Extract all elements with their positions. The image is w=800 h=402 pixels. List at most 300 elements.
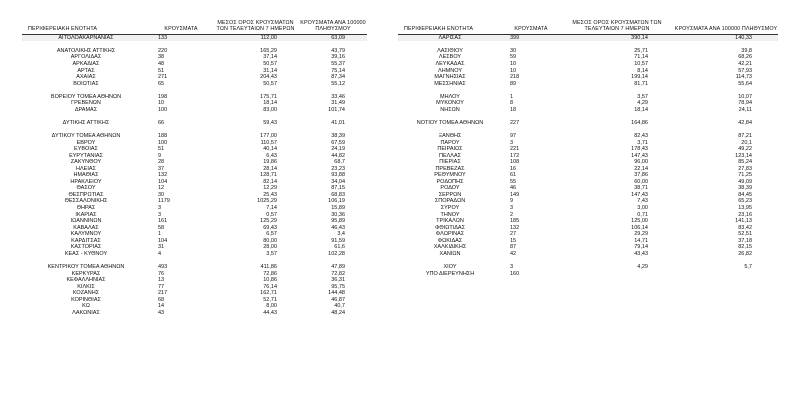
per-100k-cell: 95,75 <box>331 283 345 290</box>
region-unit-cell: ΡΕΘΥΜΝΟΥ <box>434 172 466 179</box>
header-region-unit: ΠΕΡΙΦΕΡΕΙΑΚΗ ΕΝΟΤΗΤΑ <box>398 20 502 34</box>
per-100k-cell: 20,1 <box>741 139 752 146</box>
region-unit-cell: ΦΩΚΙΔΑΣ <box>437 237 463 244</box>
average-7day-cell: 10,57 <box>634 61 648 67</box>
region-unit-cell: ΛΕΣΒΟΥ <box>438 54 462 61</box>
region-unit-cell: ΚΟΖΑΝΗΣ <box>72 290 100 297</box>
average-7day-cell: 3,57 <box>637 93 648 100</box>
region-unit-cell: ΚΟΡΙΝΘΙΑΣ <box>71 296 101 303</box>
right-table-body <box>398 34 778 277</box>
region-unit-cell: ΚΕΡΚΥΡΑΣ <box>71 270 101 277</box>
region-unit-cell: ΛΕΥΚΑΔΑΣ <box>435 61 465 67</box>
average-7day-cell: 4,29 <box>637 263 648 270</box>
per-100k-cell: 61,6 <box>334 244 345 251</box>
table-row <box>398 271 778 278</box>
per-100k-cell: 15,89 <box>331 205 345 212</box>
header-cases: ΚΡΟΥΣΜΑΤΑ <box>150 20 212 34</box>
per-100k-cell: 55,64 <box>738 80 752 87</box>
region-unit-cell: ΚΕΝΤΡΙΚΟΥ ΤΟΜΕΑ ΑΘΗΝΩΝ <box>47 263 125 270</box>
table-row <box>398 34 778 41</box>
cases-cell: 218 <box>510 74 520 81</box>
cases-cell: 13 <box>158 277 165 284</box>
region-unit-cell: ΛΑΣΙΘΙΟΥ <box>437 47 463 54</box>
cases-cell: 14 <box>158 303 165 310</box>
region-unit-cell: ΘΗΡΑΣ <box>76 205 96 212</box>
per-100k-cell: 83,42 <box>738 224 752 231</box>
average-7day-cell: 128,71 <box>260 172 277 179</box>
per-100k-cell: 141,13 <box>735 218 752 225</box>
cases-cell: 100 <box>158 106 168 113</box>
region-unit-cell: ΠΕΙΡΑΙΩΣ <box>437 146 463 153</box>
region-unit-cell: ΚΕΑΣ - ΚΥΘΝΟΥ <box>64 250 108 257</box>
per-100k-cell: 85,24 <box>738 159 752 166</box>
per-100k-cell: 36,31 <box>331 277 345 284</box>
cases-cell: 104 <box>158 237 168 244</box>
table-row <box>22 310 367 317</box>
region-unit-cell: ΚΙΛΚΙΣ <box>77 283 95 290</box>
per-100k-cell: 10,07 <box>738 93 752 100</box>
cases-cell: 3 <box>158 205 162 212</box>
table-row <box>22 34 367 41</box>
header-cases-per-100k: ΚΡΟΥΣΜΑΤΑ ΑΝΑ 100000 ΠΛΗΘΥΣΜΟΥ <box>674 20 778 34</box>
cases-cell: 493 <box>158 263 168 270</box>
average-7day-cell: 71,14 <box>634 54 648 61</box>
average-7day-cell: 8,14 <box>637 67 648 74</box>
region-unit-cell: ΔΥΤΙΚΗΣ ΑΤΤΙΚΗΣ <box>62 119 110 126</box>
per-100k-cell: 44,82 <box>331 152 345 159</box>
per-100k-cell: 71,25 <box>738 172 752 179</box>
header-7day-average: ΜΕΣΟΣ ΟΡΟΣ ΚΡΟΥΣΜΑΤΩΝ ΤΩΝ ΤΕΛΕΥΤΑΙΩΝ 7 ΗΜΕΡΩΝ <box>212 20 299 34</box>
per-100k-cell: 93,88 <box>331 172 345 179</box>
per-100k-cell: 30,36 <box>331 211 345 218</box>
per-100k-cell: 84,45 <box>738 191 752 198</box>
region-unit-cell: ΛΗΜΝΟΥ <box>438 67 462 74</box>
average-7day-cell: 0,71 <box>637 211 648 218</box>
average-7day-cell: 175,71 <box>260 93 277 100</box>
average-7day-cell: 18,14 <box>634 106 648 113</box>
per-100k-cell: 140,33 <box>674 34 778 41</box>
cases-cell: 66 <box>158 119 165 126</box>
left-cases-table <box>22 20 367 316</box>
per-100k-cell: 78,94 <box>738 100 752 107</box>
per-100k-cell: 5,7 <box>744 263 752 270</box>
average-7day-cell: 164,86 <box>631 119 648 126</box>
cases-cell: 1 <box>510 93 514 100</box>
header-region-unit: ΠΕΡΙΦΕΡΕΙΑΚΗ ΕΝΟΤΗΤΑ <box>22 20 150 34</box>
cases-cell: 8 <box>510 100 514 107</box>
region-unit-cell: ΠΕΛΛΑΣ <box>438 152 462 159</box>
per-100k-cell: 72,82 <box>331 270 345 277</box>
per-100k-cell: 65,23 <box>738 198 752 205</box>
cases-cell: 51 <box>158 146 165 153</box>
cases-cell: 4 <box>158 250 162 257</box>
region-unit-cell: ΥΠΟ ΔΙΕΡΕΥΝΗΣΗ <box>425 270 475 277</box>
per-100k-cell: 106,19 <box>328 198 345 205</box>
region-unit-cell: ΚΑΣΤΟΡΙΑΣ <box>70 244 102 251</box>
region-unit-cell: ΠΙΕΡΙΑΣ <box>439 159 461 166</box>
left-table-body <box>22 34 367 316</box>
per-100k-cell: 67,59 <box>331 139 345 146</box>
region-unit-cell: ΒΟΡΕΙΟΥ ΤΟΜΕΑ ΑΘΗΝΩΝ <box>50 93 122 100</box>
average-7day-cell: 12,29 <box>263 185 277 192</box>
per-100k-cell: 123,14 <box>735 152 752 159</box>
cases-cell: 46 <box>510 185 517 192</box>
cases-cell: 161 <box>158 218 168 225</box>
average-7day-cell: 37,86 <box>634 172 648 179</box>
per-100k-cell: 82,15 <box>738 244 752 251</box>
cases-cell: 97 <box>510 133 517 140</box>
cases-cell: 61 <box>510 172 517 179</box>
per-100k-cell: 102,28 <box>328 250 345 257</box>
per-100k-cell: 33,46 <box>331 93 345 100</box>
cases-cell: 100 <box>158 139 168 146</box>
average-7day-cell: 110,57 <box>260 139 277 146</box>
region-unit-cell: ΘΕΣΣΑΛΟΝΙΚΗΣ <box>64 198 108 205</box>
region-unit-cell: ΞΑΝΘΗΣ <box>438 133 462 140</box>
per-100k-cell: 48,24 <box>331 309 345 316</box>
per-100k-cell: 3,4 <box>337 231 345 238</box>
average-7day-cell: 411,86 <box>260 263 277 270</box>
per-100k-cell: 39,8 <box>741 47 752 54</box>
cases-cell: 77 <box>158 283 165 290</box>
region-unit-cell: ΚΑΛΥΜΝΟΥ <box>70 231 102 238</box>
header-7day-average: ΜΕΣΟΣ ΟΡΟΣ ΚΡΟΥΣΜΑΤΩΝ ΤΩΝ ΤΕΛΕΥΤΑΙΩΝ 7 ΗΜΕΡΩΝ <box>560 20 674 34</box>
cases-cell: 48 <box>158 61 165 67</box>
average-7day-cell: 82,14 <box>263 178 277 185</box>
region-unit-cell: ΓΡΕΒΕΝΩΝ <box>71 100 101 107</box>
region-unit-cell: ΘΑΣΟΥ <box>76 185 96 192</box>
cases-cell: 15 <box>510 237 517 244</box>
right-header-row <box>398 20 778 34</box>
region-unit-cell: ΗΛΕΙΑΣ <box>76 165 96 172</box>
region-unit-cell: ΗΜΑΘΙΑΣ <box>73 172 99 179</box>
region-unit-cell: ΡΟΔΟΠΗΣ <box>436 178 464 185</box>
cases-cell: 227 <box>510 119 520 126</box>
average-7day-cell: 6,43 <box>266 152 277 159</box>
cases-cell: 12 <box>158 185 165 192</box>
per-100k-cell: 23,16 <box>738 211 752 218</box>
cases-cell: 10 <box>510 67 517 74</box>
right-cases-table <box>398 20 778 277</box>
per-100k-cell: 31,49 <box>331 100 345 107</box>
average-7day-cell: 50,57 <box>263 61 277 67</box>
region-unit-cell: ΑΙΤΩΛΟΑΚΑΡΝΑΝΙΑΣ <box>22 34 150 41</box>
cases-cell: 68 <box>158 296 165 303</box>
per-100k-cell: 40,7 <box>334 303 345 310</box>
average-7day-cell: 4,29 <box>637 100 648 107</box>
cases-cell: 42 <box>510 250 517 257</box>
per-100k-cell: 41,01 <box>331 119 345 126</box>
average-7day-cell: 19,86 <box>263 159 277 166</box>
region-unit-cell: ΛΑΚΩΝΙΑΣ <box>72 309 100 316</box>
cases-cell: 58 <box>158 224 165 231</box>
cases-cell: 172 <box>510 152 520 159</box>
per-100k-cell: 26,82 <box>738 250 752 257</box>
cases-cell: 9 <box>158 152 162 159</box>
region-unit-cell: ΑΝΑΤΟΛΙΚΗΣ ΑΤΤΙΚΗΣ <box>56 47 116 54</box>
cases-cell: 188 <box>158 133 168 140</box>
average-7day-cell: 390,14 <box>560 34 674 41</box>
region-unit-cell: ΕΥΒΟΙΑΣ <box>74 146 98 153</box>
cases-cell: 399 <box>502 34 560 41</box>
per-100k-cell: 101,74 <box>328 106 345 113</box>
per-100k-cell: 68,26 <box>738 54 752 61</box>
region-unit-cell: ΔΡΑΜΑΣ <box>74 106 98 113</box>
per-100k-cell: 68,83 <box>331 191 345 198</box>
cases-cell: 198 <box>158 93 168 100</box>
cases-cell: 27 <box>510 231 517 238</box>
region-unit-cell: ΛΑΡΙΣΑΣ <box>398 34 502 41</box>
average-7day-cell: 22,14 <box>634 165 648 172</box>
region-unit-cell: ΘΕΣΠΡΩΤΙΑΣ <box>68 191 104 198</box>
cases-cell: 65 <box>158 80 165 87</box>
cases-cell: 132 <box>158 172 168 179</box>
average-7day-cell: 3,71 <box>637 139 648 146</box>
region-unit-cell: ΑΡΤΑΣ <box>77 67 95 74</box>
cases-cell: 43 <box>158 309 165 316</box>
average-7day-cell: 43,43 <box>634 250 648 257</box>
per-100k-cell: 114,73 <box>735 74 752 81</box>
cases-cell: 55 <box>510 178 517 185</box>
region-unit-cell: ΧΑΝΙΩΝ <box>439 250 461 257</box>
average-7day-cell: 82,43 <box>634 133 648 140</box>
region-unit-cell: ΑΡΚΑΔΙΑΣ <box>72 61 100 67</box>
region-unit-cell: ΜΥΚΟΝΟΥ <box>436 100 464 107</box>
cases-cell: 59 <box>510 54 517 61</box>
cases-cell: 3 <box>510 139 514 146</box>
region-unit-cell: ΦΘΙΩΤΙΔΑΣ <box>435 224 465 231</box>
left-table-panel <box>22 20 367 316</box>
per-100k-cell: 95,89 <box>331 218 345 225</box>
cases-cell: 185 <box>510 218 520 225</box>
average-7day-cell: 10,86 <box>263 277 277 284</box>
cases-cell: 10 <box>158 100 165 107</box>
per-100k-cell: 39,16 <box>331 54 345 61</box>
average-7day-cell: 76,14 <box>263 283 277 290</box>
cases-cell: 271 <box>158 74 168 81</box>
cases-cell: 30 <box>158 191 165 198</box>
region-unit-cell: ΑΧΑΪΑΣ <box>76 74 96 81</box>
per-100k-cell: 42,84 <box>738 119 752 126</box>
average-7day-cell: 204,43 <box>260 74 277 81</box>
cases-cell: 133 <box>150 34 212 41</box>
cases-cell: 220 <box>158 47 168 54</box>
average-7day-cell: 79,14 <box>634 244 648 251</box>
average-7day-cell: 28,14 <box>263 165 277 172</box>
cases-cell: 221 <box>510 146 520 153</box>
region-unit-cell: ΤΡΙΚΑΛΩΝ <box>436 218 464 225</box>
per-100k-cell: 37,18 <box>738 237 752 244</box>
region-unit-cell: ΔΥΤΙΚΟΥ ΤΟΜΕΑ ΑΘΗΝΩΝ <box>51 133 121 140</box>
cases-cell: 38 <box>158 54 165 61</box>
left-header-row <box>22 20 367 34</box>
average-7day-cell: 18,14 <box>263 100 277 107</box>
average-7day-cell: 37,14 <box>263 54 277 61</box>
header-cases: ΚΡΟΥΣΜΑΤΑ <box>502 20 560 34</box>
average-7day-cell: 7,43 <box>637 198 648 205</box>
region-unit-cell: ΑΡΓΟΛΙΔΑΣ <box>70 54 102 61</box>
average-7day-cell: 178,43 <box>631 146 648 153</box>
per-100k-cell: 42,21 <box>738 61 752 67</box>
cases-cell: 51 <box>158 67 165 74</box>
region-unit-cell: ΝΗΣΩΝ <box>440 106 460 113</box>
cases-cell: 76 <box>158 270 165 277</box>
header-cases-per-100k: ΚΡΟΥΣΜΑΤΑ ΑΝΑ 100000 ΠΛΗΘΥΣΜΟΥ <box>300 20 366 33</box>
average-7day-cell: 125,29 <box>260 218 277 225</box>
per-100k-cell: 63,09 <box>299 34 367 41</box>
region-unit-cell: ΦΛΩΡΙΝΑΣ <box>435 231 465 238</box>
cases-cell: 37 <box>158 165 165 172</box>
per-100k-cell: 87,21 <box>738 133 752 140</box>
average-7day-cell: 147,43 <box>631 191 648 198</box>
cases-cell: 28 <box>158 159 165 166</box>
cases-cell: 10 <box>510 61 517 67</box>
cases-cell: 9 <box>510 198 514 205</box>
cases-cell: 89 <box>510 80 517 87</box>
average-7day-cell: 28,00 <box>263 244 277 251</box>
cases-cell: 108 <box>510 159 520 166</box>
average-7day-cell: 31,14 <box>263 67 277 74</box>
per-100k-cell: 46,43 <box>331 224 345 231</box>
average-7day-cell: 38,71 <box>634 185 648 192</box>
average-7day-cell: 69,43 <box>263 224 277 231</box>
per-100k-cell: 91,59 <box>331 237 345 244</box>
average-7day-cell: 29,29 <box>634 231 648 238</box>
region-unit-cell: ΠΑΡΟΥ <box>440 139 460 146</box>
average-7day-cell: 44,43 <box>263 309 277 316</box>
region-unit-cell: ΚΕΦΑΛΛΗΝΙΑΣ <box>66 277 106 284</box>
region-unit-cell: ΣΠΟΡΑΔΩΝ <box>434 198 466 205</box>
cases-cell: 3 <box>158 211 162 218</box>
average-7day-cell: 50,57 <box>263 80 277 87</box>
cases-cell: 31 <box>158 244 165 251</box>
average-7day-cell: 80,00 <box>263 237 277 244</box>
average-7day-cell: 25,71 <box>634 47 648 54</box>
cases-cell: 16 <box>510 165 517 172</box>
per-100k-cell: 68,7 <box>334 159 345 166</box>
average-7day-cell: 3,00 <box>637 205 648 212</box>
per-100k-cell: 24,19 <box>331 146 345 153</box>
cases-cell: 2 <box>510 211 514 218</box>
per-100k-cell: 144,48 <box>328 290 345 297</box>
per-100k-cell: 47,89 <box>331 263 345 270</box>
average-7day-cell: 83,00 <box>263 106 277 113</box>
average-7day-cell: 52,71 <box>263 296 277 303</box>
per-100k-cell: 55,12 <box>331 80 345 87</box>
per-100k-cell <box>674 271 778 278</box>
cases-cell: 1 <box>158 231 162 238</box>
region-unit-cell: ΗΡΑΚΛΕΙΟΥ <box>70 178 102 185</box>
per-100k-cell: 49,09 <box>738 178 752 185</box>
cases-cell: 3 <box>510 205 514 212</box>
region-unit-cell: ΣΥΡΟΥ <box>440 205 460 212</box>
average-7day-cell: 25,43 <box>263 191 277 198</box>
cases-cell: 30 <box>510 47 517 54</box>
region-unit-cell: ΣΕΡΡΩΝ <box>438 191 462 198</box>
per-100k-cell: 46,87 <box>331 296 345 303</box>
region-unit-cell: ΝΟΤΙΟΥ ΤΟΜΕΑ ΑΘΗΝΩΝ <box>416 119 484 126</box>
average-7day-cell: 199,14 <box>631 74 648 81</box>
average-7day-cell: 59,43 <box>263 119 277 126</box>
per-100k-cell: 38,39 <box>738 185 752 192</box>
region-unit-cell: ΒΟΙΩΤΙΑΣ <box>73 80 99 87</box>
average-7day-cell: 1025,29 <box>257 198 277 205</box>
cases-cell: 1179 <box>158 198 170 205</box>
average-7day-cell: 8,00 <box>266 303 277 310</box>
per-100k-cell: 55,37 <box>331 61 345 67</box>
per-100k-cell: 34,04 <box>331 178 345 185</box>
per-100k-cell: 24,11 <box>738 106 752 113</box>
region-unit-cell: ΙΚΑΡΙΑΣ <box>75 211 97 218</box>
cases-cell: 217 <box>158 290 168 297</box>
average-7day-cell: 112,00 <box>212 34 299 41</box>
per-100k-cell: 87,15 <box>331 185 345 192</box>
average-7day-cell: 147,43 <box>631 152 648 159</box>
region-unit-cell: ΜΗΛΟΥ <box>440 93 460 100</box>
region-unit-cell: ΚΑΡΔΙΤΣΑΣ <box>71 237 101 244</box>
average-7day-cell: 72,86 <box>263 270 277 277</box>
region-unit-cell: ΕΒΡΟΥ <box>76 139 96 146</box>
average-7day-cell: 3,57 <box>266 250 277 257</box>
cases-cell: 18 <box>510 106 517 113</box>
per-100k-cell: 52,51 <box>738 231 752 238</box>
average-7day-cell <box>560 271 674 278</box>
average-7day-cell: 106,14 <box>631 224 648 231</box>
per-100k-cell: 13,95 <box>738 205 752 212</box>
cases-cell: 87 <box>510 244 517 251</box>
average-7day-cell: 40,14 <box>263 146 277 153</box>
average-7day-cell: 7,14 <box>266 205 277 212</box>
average-7day-cell: 96,00 <box>634 159 648 166</box>
region-unit-cell: ΙΩΑΝΝΙΝΩΝ <box>70 218 102 225</box>
region-unit-cell: ΕΥΡΥΤΑΝΙΑΣ <box>69 152 103 159</box>
average-7day-cell: 60,00 <box>634 178 648 185</box>
cases-cell: 149 <box>510 191 520 198</box>
region-unit-cell: ΧΑΛΚΙΔΙΚΗΣ <box>433 244 467 251</box>
region-unit-cell: ΤΗΝΟΥ <box>440 211 460 218</box>
right-table-panel <box>398 20 778 277</box>
per-100k-cell: 57,93 <box>738 67 752 74</box>
region-unit-cell: ΖΑΚΥΝΘΟΥ <box>70 159 102 166</box>
average-7day-cell: 165,29 <box>260 47 277 54</box>
region-unit-cell: ΡΟΔΟΥ <box>440 185 460 192</box>
region-unit-cell: ΜΑΓΝΗΣΙΑΣ <box>434 74 466 81</box>
per-100k-cell: 23,23 <box>331 165 345 172</box>
region-unit-cell: ΠΡΕΒΕΖΑΣ <box>435 165 465 172</box>
cases-cell: 3 <box>510 263 514 270</box>
per-100k-cell: 87,34 <box>331 74 345 81</box>
cases-cell: 132 <box>510 224 520 231</box>
region-unit-cell: ΧΙΟΥ <box>443 263 457 270</box>
per-100k-cell: 27,83 <box>738 165 752 172</box>
region-unit-cell: ΚΩ <box>82 303 90 310</box>
average-7day-cell: 81,71 <box>634 80 648 87</box>
average-7day-cell: 125,00 <box>631 218 648 225</box>
per-100k-cell: 75,14 <box>331 67 345 74</box>
cases-cell: 160 <box>510 270 520 277</box>
region-unit-cell: ΚΑΒΑΛΑΣ <box>73 224 99 231</box>
per-100k-cell: 43,79 <box>331 47 345 54</box>
cases-cell: 104 <box>158 178 168 185</box>
average-7day-cell: 0,57 <box>266 211 277 218</box>
average-7day-cell: 177,00 <box>260 133 277 140</box>
average-7day-cell: 6,57 <box>266 231 277 238</box>
average-7day-cell: 162,71 <box>260 290 277 297</box>
average-7day-cell: 14,71 <box>634 237 648 244</box>
region-unit-cell: ΜΕΣΣΗΝΙΑΣ <box>434 80 466 87</box>
per-100k-cell: 38,39 <box>331 133 345 140</box>
per-100k-cell: 49,22 <box>738 146 752 153</box>
